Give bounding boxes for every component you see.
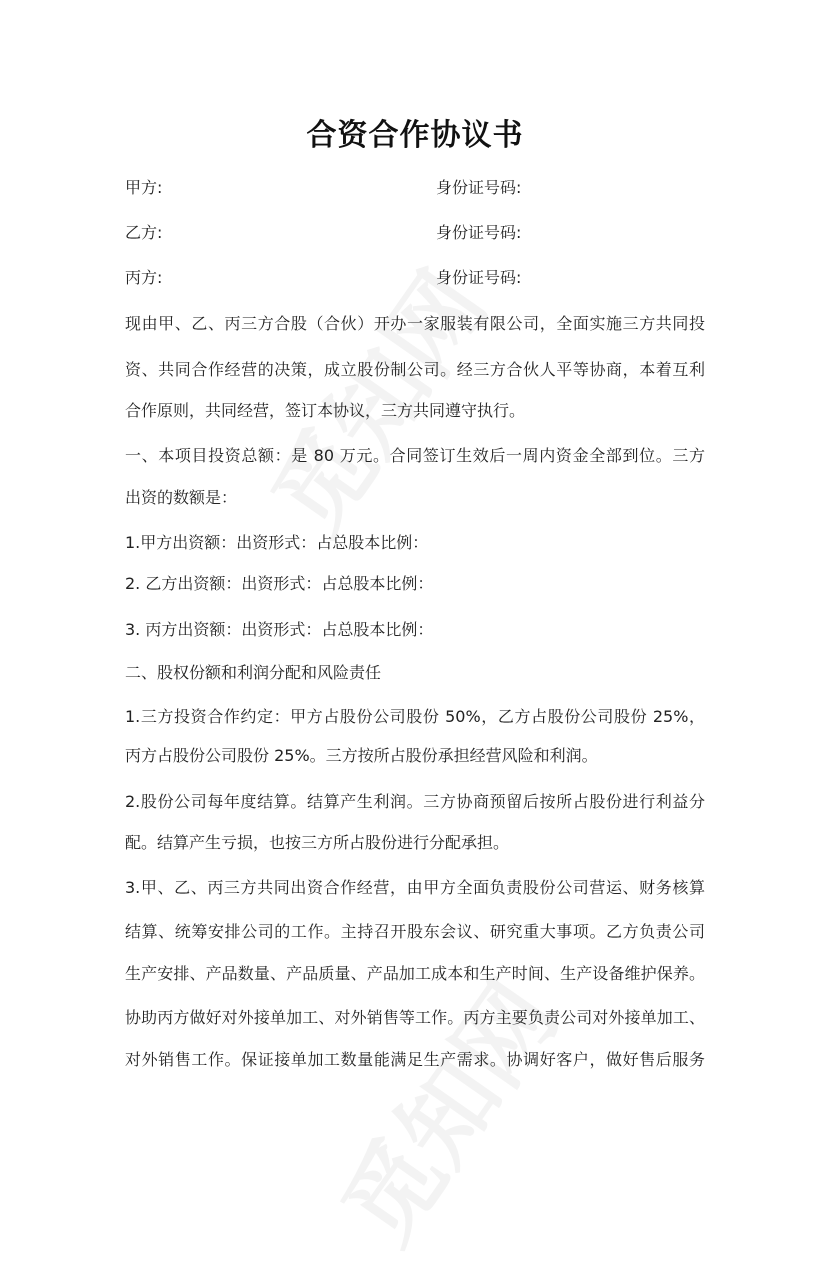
section2-line: 配。结算产生亏损，也按三方所占股份进行分配承担。 [125, 833, 510, 852]
intro-line: 资、共同合作经营的决策，成立股份制公司。经三方合伙人平等协商，本着互利 [125, 360, 705, 379]
section1-line: 出资的数额是： [125, 488, 238, 507]
section2-line: 结算、统筹安排公司的工作。主持召开股东会议、研究重大事项。乙方负责公司 [125, 922, 705, 941]
section2-line: 1.三方投资合作约定：甲方占股份公司股份 50%，乙方占股份公司股份 25%， [125, 707, 705, 726]
watermark [235, 241, 512, 555]
party-a-label: 甲方: [125, 178, 163, 197]
section2-line: 3.甲、乙、丙三方共同出资合作经营，由甲方全面负责股份公司营运、财务核算 [125, 878, 705, 897]
section2-line: 丙方占股份公司股份 25%。三方按所占股份承担经营风险和利润。 [125, 746, 598, 765]
party-a-id-label: 身份证号码: [436, 178, 522, 197]
contribution-item: 1.甲方出资额：出资形式：占总股本比例： [125, 533, 429, 552]
intro-line: 合作原则，共同经营，签订本协议，三方共同遵守执行。 [125, 401, 526, 420]
section2-line: 协助丙方做好对外接单加工、对外销售等工作。丙方主要负责公司对外接单加工、 [125, 1008, 705, 1027]
contribution-item: 2. 乙方出资额：出资形式：占总股本比例： [125, 574, 434, 593]
section2-line: 生产安排、产品数量、产品质量、产品加工成本和生产时间、生产设备维护保养。 [125, 964, 705, 983]
section1-line: 一、本项目投资总额：是 80 万元。合同签订生效后一周内资金全部到位。三方 [125, 446, 705, 465]
watermark [305, 951, 582, 1265]
section2-line: 2.股份公司每年度结算。结算产生利润。三方协商预留后按所占股份进行利益分 [125, 792, 705, 811]
section2-heading: 二、股权份额和利润分配和风险责任 [125, 663, 382, 682]
contribution-item: 3. 丙方出资额：出资形式：占总股本比例： [125, 620, 434, 639]
section2-line: 对外销售工作。保证接单加工数量能满足生产需求。协调好客户，做好售后服务 [125, 1050, 705, 1069]
intro-line: 现由甲、乙、丙三方合股（合伙）开办一家服装有限公司，全面实施三方共同投 [125, 314, 705, 333]
party-c-label: 丙方: [125, 268, 163, 287]
party-b-label: 乙方: [125, 223, 163, 242]
party-b-id-label: 身份证号码: [436, 223, 522, 242]
document-title: 合资合作协议书 [306, 118, 524, 153]
party-c-id-label: 身份证号码: [436, 268, 522, 287]
